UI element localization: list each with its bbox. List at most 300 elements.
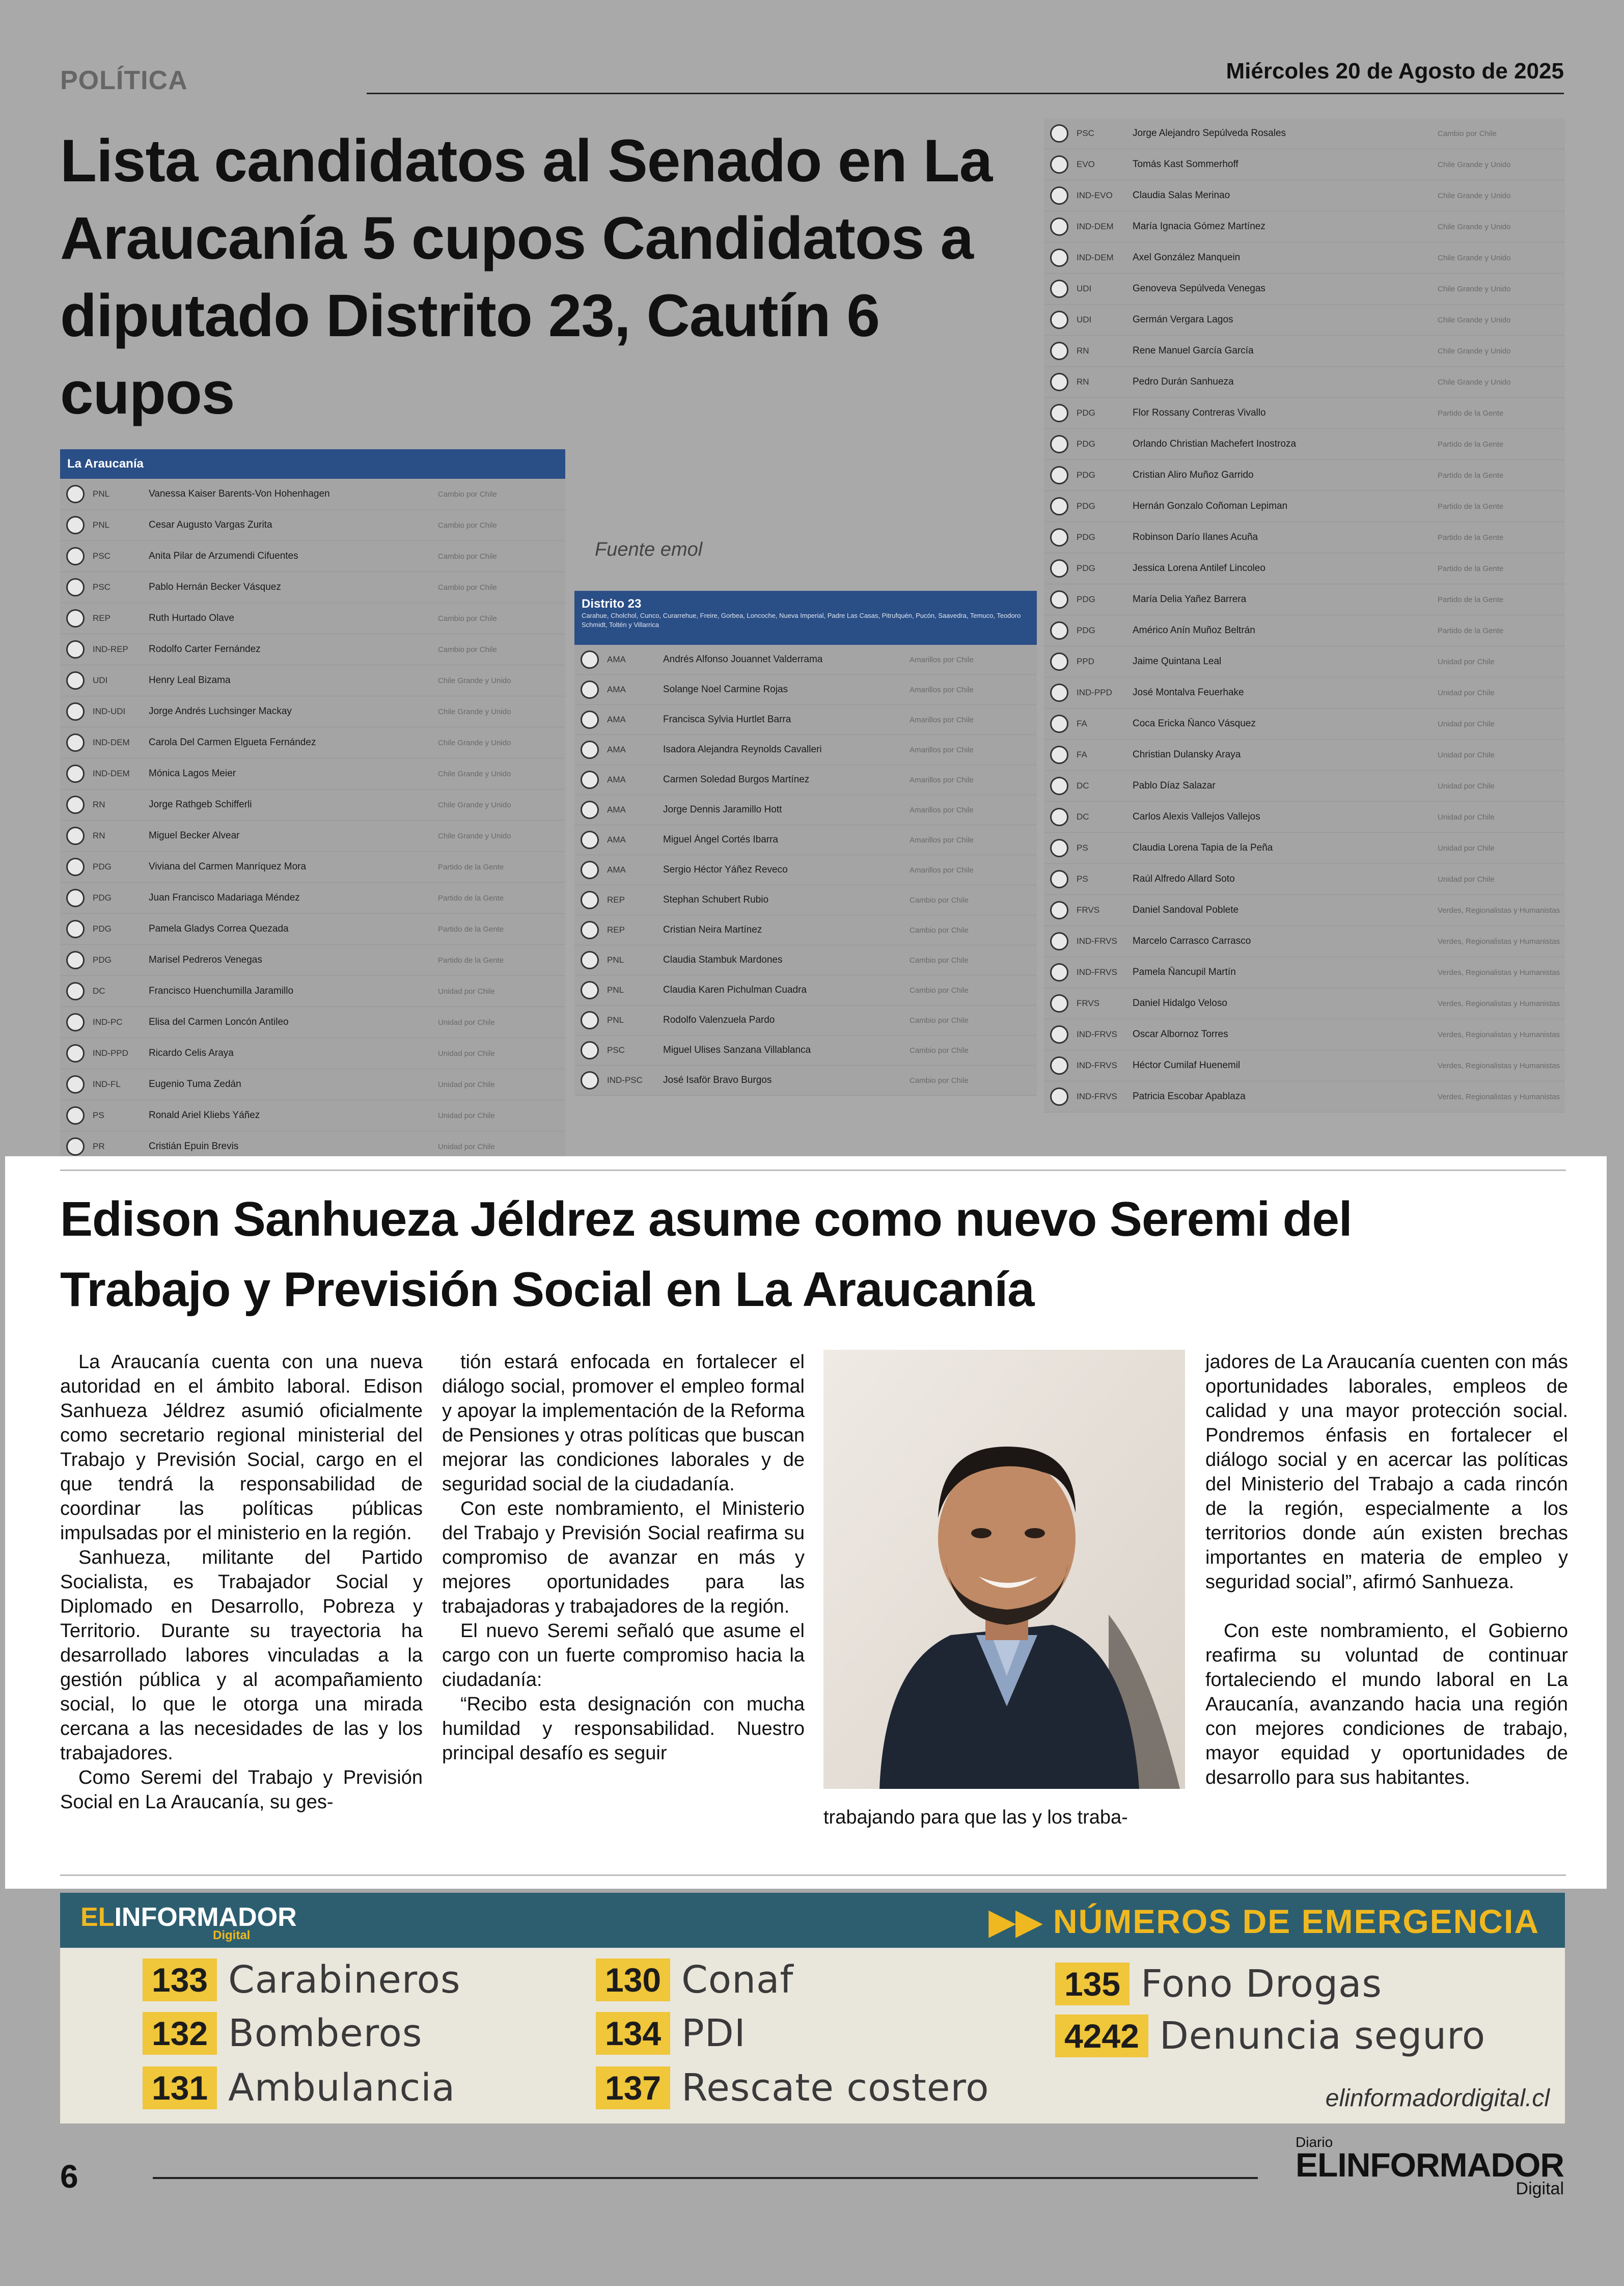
candidate-row (574, 855, 1037, 885)
candidate-pact: Partido de la Gente (438, 893, 504, 903)
candidate-party: REP (607, 895, 625, 905)
candidate-name: Ricardo Celis Araya (149, 1048, 234, 1058)
article-paragraph: Con este nombramiento, el Ministerio del Trabajo y Previsión Social reafirma su compromiso de avanzar en más y mejores oportunidades para las trabajadoras y trabajadores de la región. (442, 1498, 805, 1617)
candidate-pact: Partido de la Gente (1438, 471, 1504, 480)
candidate-name: Robinson Darío Ilanes Acuña (1133, 532, 1258, 542)
candidate-party: IND-DEM (93, 738, 130, 747)
party-logo-icon (1050, 435, 1068, 453)
candidate-row (60, 976, 565, 1007)
party-logo-icon (66, 578, 85, 596)
article-paragraph: La Araucanía cuenta con una nueva autoridad en el ámbito laboral. Edison Sanhueza Jéldrez asumió oficialmente como secretario regional ministerial del Trabajo y Previsión Social, cargo en el que tendrá la responsabilidad de coordinar las políticas públicas impulsadas por el ministerio en la región. (60, 1351, 423, 1544)
candidate-name: Sergio Héctor Yáñez Reveco (663, 864, 788, 875)
emergency-number-item (143, 1958, 461, 2002)
emergency-number-item (596, 1958, 793, 2002)
candidate-name: Francisco Huenchumilla Jaramillo (149, 986, 294, 996)
emergency-service-label: Conaf (681, 1958, 794, 2002)
candidate-name: Anita Pilar de Arzumendi Cifuentes (149, 551, 298, 561)
emergency-number: 4242 (1055, 2015, 1148, 2057)
candidate-pact: Unidad por Chile (1438, 843, 1495, 853)
candidate-pact: Chile Grande y Unido (438, 831, 511, 840)
candidate-name: María Delia Yañez Barrera (1133, 594, 1247, 605)
party-logo-icon (1050, 808, 1068, 826)
senate-candidates-table (60, 449, 565, 1162)
emergency-number: 130 (596, 1958, 670, 2001)
candidate-name: Flor Rossany Contreras Vivallo (1133, 407, 1266, 418)
candidate-party: IND-PPD (1077, 688, 1112, 697)
candidate-pact: Unidad por Chile (438, 1049, 495, 1058)
emergency-number: 137 (596, 2066, 670, 2109)
party-logo-icon (66, 671, 85, 690)
candidate-party: PDG (1077, 501, 1095, 511)
candidate-party: AMA (607, 685, 626, 694)
footer-divider (153, 2177, 1258, 2179)
candidate-name: Daniel Hidalgo Veloso (1133, 998, 1227, 1009)
emergency-number: 134 (596, 2012, 670, 2055)
portrait-illustration (823, 1350, 1185, 1789)
candidate-row (1044, 274, 1565, 305)
article-column-3-tail: trabajando para que las y los traba- (823, 1807, 1128, 1828)
candidate-pact: Chile Grande y Unido (1438, 284, 1511, 293)
source-note: Fuente emol (595, 539, 703, 560)
candidate-party: IND-DEM (1077, 253, 1114, 262)
candidate-pact: Chile Grande y Unido (438, 800, 511, 809)
candidate-row (1044, 211, 1565, 242)
candidate-pact: Amarillos por Chile (910, 715, 974, 724)
candidate-name: Pedro Durán Sanhueza (1133, 376, 1234, 387)
emergency-service-label: PDI (681, 2011, 746, 2055)
party-logo-icon (66, 858, 85, 876)
candidate-name: Jorge Alejandro Sepúlveda Rosales (1133, 128, 1286, 139)
emergency-number-item (596, 2066, 989, 2110)
candidate-row (1044, 553, 1565, 584)
candidate-pact: Unidad por Chile (1438, 688, 1495, 697)
candidate-pact: Cambio por Chile (438, 552, 497, 561)
candidate-pact: Partido de la Gente (1438, 564, 1504, 573)
party-logo-icon (1050, 590, 1068, 609)
district-candidates-table-continued (1044, 118, 1565, 1112)
candidate-pact: Cambio por Chile (438, 645, 497, 654)
candidate-pact: Amarillos por Chile (910, 865, 974, 875)
candidate-party: AMA (607, 745, 626, 754)
candidate-pact: Chile Grande y Unido (1438, 315, 1511, 324)
candidate-name: Axel González Manquein (1133, 252, 1241, 263)
candidate-row (60, 1007, 565, 1038)
candidate-name: Andrés Alfonso Jouannet Valderrama (663, 654, 823, 665)
header-divider (367, 93, 1564, 94)
candidate-pact: Verdes, Regionalistas y Humanistas (1438, 906, 1560, 915)
footer-logo-diario: Diario (1296, 2134, 1333, 2150)
candidate-name: Orlando Christian Machefert Inostroza (1133, 439, 1297, 449)
candidate-name: Henry Leal Bizama (149, 675, 231, 686)
candidate-row (1044, 988, 1565, 1019)
district-table-header (574, 591, 1037, 645)
candidate-party: PNL (93, 520, 110, 530)
candidate-row (1044, 709, 1565, 740)
district-table-title: Distrito 23 (582, 597, 642, 611)
emergency-number-item (596, 2011, 746, 2055)
party-logo-icon (1050, 373, 1068, 391)
party-logo-icon (66, 951, 85, 969)
party-logo-icon (66, 1044, 85, 1063)
candidate-party: IND-PC (93, 1017, 123, 1027)
party-logo-icon (581, 711, 599, 729)
party-logo-icon (581, 681, 599, 699)
candidate-row (1044, 242, 1565, 274)
party-logo-icon (1050, 870, 1068, 888)
candidate-row (574, 675, 1037, 705)
candidate-party: AMA (607, 655, 626, 664)
candidate-party: FA (1077, 719, 1087, 728)
article-column-1 (60, 1350, 423, 1814)
candidate-name: Jorge Dennis Jaramillo Hott (663, 804, 782, 815)
emergency-number-item (1055, 1962, 1382, 2006)
candidate-name: Stephan Schubert Rubio (663, 894, 769, 905)
candidate-pact: Amarillos por Chile (910, 775, 974, 784)
footer-logo (1296, 2134, 1564, 2199)
candidate-party: PDG (93, 893, 112, 903)
candidate-pact: Verdes, Regionalistas y Humanistas (1438, 1061, 1560, 1070)
candidate-name: Hernán Gonzalo Coñoman Lepiman (1133, 501, 1288, 511)
candidate-party: IND-FRVS (1077, 1092, 1117, 1101)
candidate-name: Elisa del Carmen Loncón Antileo (149, 1017, 289, 1027)
candidate-pact: Chile Grande y Unido (1438, 346, 1511, 356)
candidate-party: IND-UDI (93, 706, 126, 716)
candidate-pact: Partido de la Gente (1438, 502, 1504, 511)
candidate-party: PDG (1077, 439, 1095, 449)
party-logo-icon (581, 1011, 599, 1029)
candidate-party: FRVS (1077, 905, 1100, 915)
candidate-party: PDG (1077, 563, 1095, 573)
party-logo-icon (66, 1013, 85, 1031)
candidate-pact: Amarillos por Chile (910, 655, 974, 664)
candidate-row (1044, 957, 1565, 988)
emergency-service-label: Bomberos (228, 2011, 423, 2055)
candidate-party: AMA (607, 805, 626, 814)
party-logo-icon (66, 516, 85, 534)
candidate-row (574, 795, 1037, 825)
candidate-name: Ronald Ariel Kliebs Yáñez (149, 1110, 260, 1121)
emergency-service-label: Ambulancia (228, 2066, 456, 2110)
candidate-pact: Cambio por Chile (910, 1016, 969, 1025)
candidate-row (1044, 180, 1565, 211)
candidate-row (60, 852, 565, 883)
candidate-pact: Verdes, Regionalistas y Humanistas (1438, 937, 1560, 946)
candidate-name: Genoveva Sepúlveda Venegas (1133, 283, 1265, 294)
party-logo-icon (581, 1041, 599, 1059)
candidate-name: Marcelo Carrasco Carrasco (1133, 936, 1251, 946)
party-logo-icon (1050, 186, 1068, 205)
candidate-party: AMA (607, 775, 626, 784)
candidate-name: Pablo Díaz Salazar (1133, 780, 1216, 791)
double-play-arrow-icon: ▶▶ (989, 1902, 1043, 1940)
candidate-name: Mónica Lagos Meier (149, 768, 236, 779)
candidate-row (574, 975, 1037, 1005)
candidate-row (574, 765, 1037, 795)
party-logo-icon (1050, 932, 1068, 950)
party-logo-icon (66, 1075, 85, 1094)
candidate-party: RN (1077, 346, 1089, 356)
candidate-pact: Chile Grande y Unido (1438, 377, 1511, 387)
candidate-party: UDI (1077, 284, 1092, 293)
candidate-name: Claudia Salas Merinao (1133, 190, 1230, 201)
candidate-row (574, 945, 1037, 975)
candidate-party: RN (93, 831, 105, 840)
candidate-party: IND-FL (93, 1079, 121, 1089)
candidate-pact: Unidad por Chile (1438, 719, 1495, 728)
party-logo-icon (581, 891, 599, 909)
candidate-party: IND-PSC (607, 1075, 643, 1085)
party-logo-icon (1050, 746, 1068, 764)
candidate-pact: Partido de la Gente (438, 862, 504, 872)
candidate-pact: Partido de la Gente (1438, 440, 1504, 449)
party-logo-icon (581, 771, 599, 789)
candidate-party: PDG (1077, 408, 1095, 418)
candidate-row (1044, 491, 1565, 522)
candidate-name: Solange Noel Carmine Rojas (663, 684, 788, 695)
candidate-name: Cristián Epuin Brevis (149, 1141, 239, 1152)
party-logo-icon (581, 741, 599, 759)
candidate-party: PDG (1077, 625, 1095, 635)
candidate-row (60, 572, 565, 603)
candidate-name: Raúl Alfredo Allard Soto (1133, 874, 1235, 884)
candidate-name: José Isaför Bravo Burgos (663, 1075, 772, 1085)
candidate-pact: Cambio por Chile (438, 614, 497, 623)
party-logo-icon (581, 951, 599, 969)
article-top-divider (60, 1169, 1566, 1171)
candidate-name: Vanessa Kaiser Barents-Von Hohenhagen (149, 488, 330, 499)
candidate-row (1044, 926, 1565, 957)
candidate-pact: Chile Grande y Unido (1438, 253, 1511, 262)
candidate-party: PPD (1077, 657, 1094, 666)
candidate-party: IND-FRVS (1077, 936, 1117, 946)
party-logo-icon (581, 921, 599, 939)
candidate-name: Tomás Kast Sommerhoff (1133, 159, 1238, 170)
candidate-row (1044, 367, 1565, 398)
candidate-party: AMA (607, 835, 626, 845)
candidate-row (1044, 615, 1565, 646)
party-logo-icon (1050, 994, 1068, 1013)
emergency-service-label: Carabineros (228, 1958, 461, 2002)
candidate-pact: Verdes, Regionalistas y Humanistas (1438, 968, 1560, 977)
article-column-2 (442, 1350, 805, 1765)
candidate-name: Rodolfo Valenzuela Pardo (663, 1015, 775, 1025)
candidate-party: IND-DEM (93, 769, 130, 778)
page-number: 6 (60, 2158, 78, 2195)
candidate-row (574, 1005, 1037, 1036)
candidate-row (574, 645, 1037, 675)
candidate-name: Miguel Ulises Sanzana Villablanca (663, 1045, 811, 1055)
banner-logo-el: EL (80, 1902, 115, 1932)
candidate-row (1044, 149, 1565, 180)
article-paragraph: Con este nombramiento, el Gobierno reafirma su voluntad de continuar fortaleciendo el mundo laboral en La Araucanía, avanzando hacia una región con mejores condiciones de trabajo, mayor equidad y oportunidades de desarrollo para sus habitantes. (1205, 1620, 1568, 1788)
party-logo-icon (1050, 311, 1068, 329)
candidate-row (574, 1066, 1037, 1096)
party-logo-icon (1050, 652, 1068, 671)
candidate-pact: Cambio por Chile (910, 926, 969, 935)
candidate-party: IND-DEM (1077, 222, 1114, 231)
candidate-name: Christian Dulansky Araya (1133, 749, 1241, 760)
section-label: POLÍTICA (60, 66, 188, 95)
candidate-pact: Partido de la Gente (1438, 409, 1504, 418)
candidate-row (60, 479, 565, 510)
candidate-party: PDG (93, 924, 112, 934)
candidate-party: PSC (1077, 128, 1094, 138)
candidate-row (60, 727, 565, 758)
article-column-4 (1205, 1350, 1568, 1790)
party-logo-icon (1050, 155, 1068, 174)
candidate-name: Cristian Neira Martínez (663, 924, 762, 935)
party-logo-icon (66, 485, 85, 503)
candidate-party: DC (1077, 781, 1089, 791)
emergency-headline-text: NÚMEROS DE EMERGENCIA (1053, 1902, 1539, 1940)
candidate-row (574, 915, 1037, 945)
candidate-name: José Montalva Feuerhake (1133, 687, 1244, 698)
candidate-pact: Amarillos por Chile (910, 805, 974, 814)
candidate-pact: Unidad por Chile (438, 1111, 495, 1120)
candidate-row (1044, 740, 1565, 771)
candidate-row (60, 603, 565, 634)
candidate-row (1044, 895, 1565, 926)
party-logo-icon (1050, 901, 1068, 919)
candidate-name: Claudia Stambuk Mardones (663, 955, 783, 965)
candidate-row (1044, 833, 1565, 864)
candidate-row (60, 1100, 565, 1131)
party-logo-icon (1050, 124, 1068, 143)
candidate-party: FA (1077, 750, 1087, 759)
candidate-name: Oscar Albornoz Torres (1133, 1029, 1228, 1040)
candidate-name: Jessica Lorena Antilef Lincoleo (1133, 563, 1265, 574)
candidate-party: PDG (1077, 532, 1095, 542)
candidate-party: PDG (1077, 594, 1095, 604)
candidate-party: PNL (607, 985, 624, 995)
party-logo-icon (581, 861, 599, 879)
candidate-name: María Ignacia Gómez Martínez (1133, 221, 1265, 232)
candidate-name: Daniel Sandoval Poblete (1133, 905, 1239, 915)
article (5, 1156, 1607, 1889)
emergency-number-item (143, 2011, 422, 2055)
party-logo-icon (66, 827, 85, 845)
candidate-name: Américo Anín Muñoz Beltrán (1133, 625, 1255, 636)
candidate-row (1044, 1081, 1565, 1112)
party-logo-icon (581, 650, 599, 669)
candidate-name: Pablo Hernán Becker Vásquez (149, 582, 281, 592)
party-logo-icon (66, 1137, 85, 1156)
page-title: Lista candidatos al Senado en La Araucanía 5 cupos Candidatos a diputado Distrito 23, Cautín 6 cupos (60, 127, 993, 427)
party-logo-icon (66, 733, 85, 752)
party-logo-icon (1050, 963, 1068, 982)
candidate-pact: Unidad por Chile (438, 987, 495, 996)
party-logo-icon (66, 547, 85, 565)
candidate-pact: Unidad por Chile (1438, 657, 1495, 666)
candidate-party: IND-FRVS (1077, 1060, 1117, 1070)
party-logo-icon (1050, 497, 1068, 515)
emergency-service-label: Fono Drogas (1141, 1962, 1382, 2006)
party-logo-icon (1050, 1056, 1068, 1075)
candidate-name: Patricia Escobar Apablaza (1133, 1091, 1246, 1102)
party-logo-icon (1050, 1025, 1068, 1044)
candidate-party: PNL (607, 955, 624, 965)
party-logo-icon (1050, 466, 1068, 484)
party-logo-icon (1050, 342, 1068, 360)
candidate-pact: Amarillos por Chile (910, 685, 974, 694)
article-paragraph: Como Seremi del Trabajo y Previsión Social en La Araucanía, su ges- (60, 1767, 423, 1813)
candidate-pact: Cambio por Chile (910, 1076, 969, 1085)
party-logo-icon (66, 765, 85, 783)
candidate-row (574, 825, 1037, 855)
candidate-name: Jorge Rathgeb Schifferli (149, 799, 252, 810)
candidate-name: Jaime Quintana Leal (1133, 656, 1222, 667)
candidate-party: UDI (93, 675, 108, 685)
candidate-party: UDI (1077, 315, 1092, 324)
party-logo-icon (66, 609, 85, 628)
emergency-number-item (143, 2066, 455, 2110)
candidate-pact: Cambio por Chile (910, 956, 969, 965)
candidate-pact: Amarillos por Chile (910, 835, 974, 845)
district-table-cont-rows (1044, 118, 1565, 1112)
candidate-pact: Amarillos por Chile (910, 745, 974, 754)
candidate-party: PSC (93, 551, 111, 561)
party-logo-icon (581, 831, 599, 849)
candidate-pact: Chile Grande y Unido (438, 707, 511, 716)
candidate-name: Carlos Alexis Vallejos Vallejos (1133, 811, 1260, 822)
emergency-number: 135 (1055, 1963, 1130, 2005)
emergency-number: 132 (143, 2012, 217, 2055)
article-paragraph: jadores de La Araucanía cuenten con más oportunidades laborales, empleos de calidad y una mayor protección social. Pondremos énfasis en fortalecer el diálogo social y en acercar las políticas del Ministerio del Trabajo a cada rincón de la región, especialmente a los territorios donde aún existen brechas importantes en materia de empleo y seguridad social”, afirmó Sanhueza. (1205, 1351, 1568, 1593)
candidate-party: PNL (607, 1015, 624, 1025)
candidate-pact: Chile Grande y Unido (1438, 191, 1511, 200)
candidate-row (1044, 522, 1565, 553)
candidate-row (60, 510, 565, 541)
candidate-party: PS (1077, 874, 1088, 884)
party-logo-icon (66, 1106, 85, 1125)
candidate-row (60, 1038, 565, 1069)
candidate-party: IND-PPD (93, 1048, 128, 1058)
district-candidates-table (574, 591, 1037, 1096)
candidate-pact: Unidad por Chile (438, 1080, 495, 1089)
article-paragraph: Sanhueza, militante del Partido Socialista, es Trabajador Social y Diplomado en Desarrollo, Pobreza y Territorio. Durante su trayectoria ha desarrollado labores vinculadas a la gestión pública y al acompañamiento social, lo que le otorga una mirada cercana a las necesidades de las y los trabajadores. (60, 1547, 423, 1764)
candidate-party: PDG (1077, 470, 1095, 480)
candidate-pact: Chile Grande y Unido (438, 676, 511, 685)
candidate-party: IND-EVO (1077, 190, 1113, 200)
candidate-pact: Chile Grande y Unido (1438, 222, 1511, 231)
candidate-pact: Verdes, Regionalistas y Humanistas (1438, 999, 1560, 1008)
party-logo-icon (1050, 217, 1068, 236)
candidate-pact: Verdes, Regionalistas y Humanistas (1438, 1030, 1560, 1039)
candidate-name: Cesar Augusto Vargas Zurita (149, 520, 272, 530)
candidate-name: Ruth Hurtado Olave (149, 613, 234, 623)
article-title: Edison Sanhueza Jéldrez asume como nuevo Seremi del Trabajo y Previsión Social en La Araucanía (60, 1192, 1352, 1317)
candidate-party: DC (93, 986, 105, 996)
candidate-row (60, 883, 565, 914)
candidate-pact: Cambio por Chile (910, 986, 969, 995)
candidate-pact: Partido de la Gente (1438, 626, 1504, 635)
candidate-party: RN (93, 800, 105, 809)
footer-logo-brand: ELINFORMADOR (1296, 2146, 1564, 2184)
candidate-row (60, 914, 565, 945)
candidate-row (574, 885, 1037, 915)
candidate-party: PDG (93, 955, 112, 965)
candidate-row (574, 705, 1037, 735)
candidate-name: Rene Manuel García García (1133, 345, 1254, 356)
candidate-row (1044, 584, 1565, 615)
candidate-pact: Unidad por Chile (1438, 812, 1495, 822)
candidate-party: PNL (93, 489, 110, 499)
candidate-party: PSC (93, 582, 111, 592)
party-logo-icon (581, 801, 599, 819)
party-logo-icon (66, 796, 85, 814)
candidate-row (1044, 429, 1565, 460)
candidate-row (60, 541, 565, 572)
